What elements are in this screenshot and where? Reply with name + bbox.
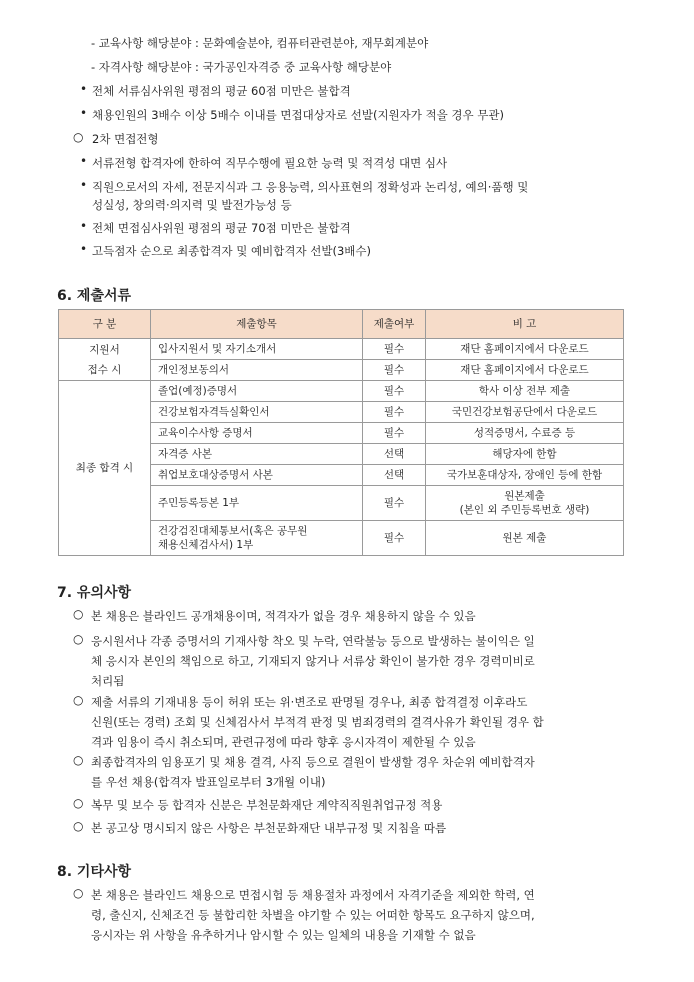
doc-note: 학사 이상 전부 제출 xyxy=(426,381,624,402)
section-7-title: 7. 유의사항 xyxy=(57,585,132,601)
doc-required: 필수 xyxy=(363,402,426,423)
table-header-row xyxy=(59,310,624,339)
header-note: 비 고 xyxy=(426,310,624,339)
notice-2-line2: 체 응시자 본인의 책임으로 하고, 기재되지 않거나 서류상 확인이 불가한 경우 경력미비로 xyxy=(91,654,535,668)
section-6-title: 6. 제출서류 xyxy=(57,288,132,304)
table-row xyxy=(59,381,624,402)
circle-bullet-icon: ○ xyxy=(73,607,84,621)
cert-field-text: - 자격사항 해당분야 : 국가공인자격증 중 교육사항 해당분야 xyxy=(91,60,392,74)
doc-required: 선택 xyxy=(363,444,426,465)
doc-required: 필수 xyxy=(363,486,426,521)
notice-5: 복무 및 보수 등 합격자 신분은 부천문화재단 계약직직원취업규정 적용 xyxy=(91,798,443,812)
bullet-icon: • xyxy=(80,154,88,168)
doc-item: 건강보험자격득실확인서 xyxy=(151,402,363,423)
circle-bullet-icon: ○ xyxy=(73,753,84,767)
notice-3-line1: 제출 서류의 기재내용 등이 허위 또는 위·변조로 판명될 경우나, 최종 합격결정 이후라도 xyxy=(91,695,528,709)
circle-bullet-icon: ○ xyxy=(73,886,84,900)
doc-note: 해당자에 한함 xyxy=(426,444,624,465)
doc-item-line2: 채용신체검사서) 1부 xyxy=(158,539,254,551)
edu-field-text: - 교육사항 해당분야 : 문화예술분야, 컴퓨터관련분야, 재무회계분야 xyxy=(91,36,429,50)
doc-note-line1: 원본제출 xyxy=(504,490,545,502)
category-application xyxy=(59,339,151,381)
bullet-icon: • xyxy=(80,242,88,256)
category-label: 지원서 xyxy=(89,343,120,356)
doc-item xyxy=(151,521,363,556)
notice-2-line1: 응시원서나 각종 증명서의 기재사항 착오 및 누락, 연락불능 등으로 발생하는 불이익은 일 xyxy=(91,634,535,648)
doc-item: 입사지원서 및 자기소개서 xyxy=(151,339,363,360)
doc-note xyxy=(426,486,624,521)
other-line3: 응시자는 위 사항을 유추하거나 암시할 수 있는 일체의 내용을 기재할 수 없음 xyxy=(91,928,476,942)
notice-2-line3: 처리됨 xyxy=(91,674,125,688)
category-final: 최종 합격 시 xyxy=(59,381,151,556)
doc-required: 필수 xyxy=(363,423,426,444)
doc-item: 교육이수사항 증명서 xyxy=(151,423,363,444)
notice-1: 본 채용은 블라인드 공개채용이며, 적격자가 없을 경우 채용하지 않을 수 있음 xyxy=(91,609,476,623)
doc-required: 필수 xyxy=(363,381,426,402)
interview-target-text: 서류전형 합격자에 한하여 직무수행에 필요한 능력 및 적격성 대면 심사 xyxy=(92,156,448,170)
category-label: 접수 시 xyxy=(87,363,122,376)
bullet-icon: • xyxy=(80,106,88,120)
doc-note: 재단 홈페이지에서 다운로드 xyxy=(426,360,624,381)
circle-bullet-icon: ○ xyxy=(73,819,84,833)
notice-3-line3: 격과 임용이 즉시 취소되며, 관련규정에 따라 향후 응시자격이 제한될 수 있음 xyxy=(91,735,476,749)
doc-item: 자격증 사본 xyxy=(151,444,363,465)
doc-note: 성적증명서, 수료증 등 xyxy=(426,423,624,444)
circle-bullet-icon: ○ xyxy=(73,693,84,707)
header-item: 제출항목 xyxy=(151,310,363,339)
doc-required: 필수 xyxy=(363,360,426,381)
section-8-title: 8. 기타사항 xyxy=(57,864,132,880)
doc-screen-fail-text: 전체 서류심사위원 평점의 평균 60점 미만은 불합격 xyxy=(92,84,351,98)
bullet-icon: • xyxy=(80,219,88,233)
doc-required: 선택 xyxy=(363,465,426,486)
header-category: 구 분 xyxy=(59,310,151,339)
stage2-heading: 2차 면접전형 xyxy=(92,132,159,146)
doc-note-line2: (본인 외 주민등록번호 생략) xyxy=(459,504,590,516)
documents-table xyxy=(58,309,624,556)
doc-required: 필수 xyxy=(363,521,426,556)
final-selection-text: 고득점자 순으로 최종합격자 및 예비합격자 선발(3배수) xyxy=(92,244,371,258)
doc-required: 필수 xyxy=(363,339,426,360)
doc-item: 졸업(예정)증명서 xyxy=(151,381,363,402)
notice-4-line2: 를 우선 채용(합격자 발표일로부터 3개월 이내) xyxy=(91,775,326,789)
doc-note: 국가보훈대상자, 장애인 등에 한함 xyxy=(426,465,624,486)
doc-item: 개인정보동의서 xyxy=(151,360,363,381)
notice-3-line2: 신원(또는 경력) 조회 및 신체검사서 부적격 판정 및 범죄경력의 결격사유가 확인될 경우 합 xyxy=(91,715,544,729)
circle-bullet-icon: ○ xyxy=(73,130,84,144)
other-line2: 령, 출신지, 신체조건 등 불합리한 차별을 야기할 수 있는 어떠한 항목도 요구하지 않으며, xyxy=(91,908,535,922)
doc-item: 취업보호대상증명서 사본 xyxy=(151,465,363,486)
doc-item-line1: 건강검진대체통보서(혹은 공무원 xyxy=(158,525,308,537)
interview-selection-text: 채용인원의 3배수 이상 5배수 이내를 면접대상자로 선발(지원자가 적을 경우 무관) xyxy=(92,108,504,122)
table-row xyxy=(59,339,624,360)
interview-criteria-line1: 직원으로서의 자세, 전문지식과 그 응용능력, 의사표현의 정확성과 논리성, 예의·품행 및 xyxy=(92,180,529,194)
bullet-icon: • xyxy=(80,82,88,96)
doc-note: 원본 제출 xyxy=(426,521,624,556)
doc-item: 주민등록등본 1부 xyxy=(151,486,363,521)
circle-bullet-icon: ○ xyxy=(73,632,84,646)
bullet-icon: • xyxy=(80,178,88,192)
other-line1: 본 채용은 블라인드 채용으로 면접시험 등 채용절차 과정에서 자격기준을 제외한 학력, 연 xyxy=(91,888,535,902)
circle-bullet-icon: ○ xyxy=(73,796,84,810)
header-required: 제출여부 xyxy=(363,310,426,339)
doc-note: 재단 홈페이지에서 다운로드 xyxy=(426,339,624,360)
notice-6: 본 공고상 명시되지 않은 사항은 부천문화재단 내부규정 및 지침을 따름 xyxy=(91,821,447,835)
interview-criteria-line2: 성실성, 창의력·의지력 및 발전가능성 등 xyxy=(92,198,292,212)
doc-note: 국민건강보험공단에서 다운로드 xyxy=(426,402,624,423)
interview-fail-text: 전체 면접심사위원 평점의 평균 70점 미만은 불합격 xyxy=(92,221,351,235)
notice-4-line1: 최종합격자의 임용포기 및 채용 결격, 사직 등으로 결원이 발생할 경우 차순위 예비합격자 xyxy=(91,755,535,769)
